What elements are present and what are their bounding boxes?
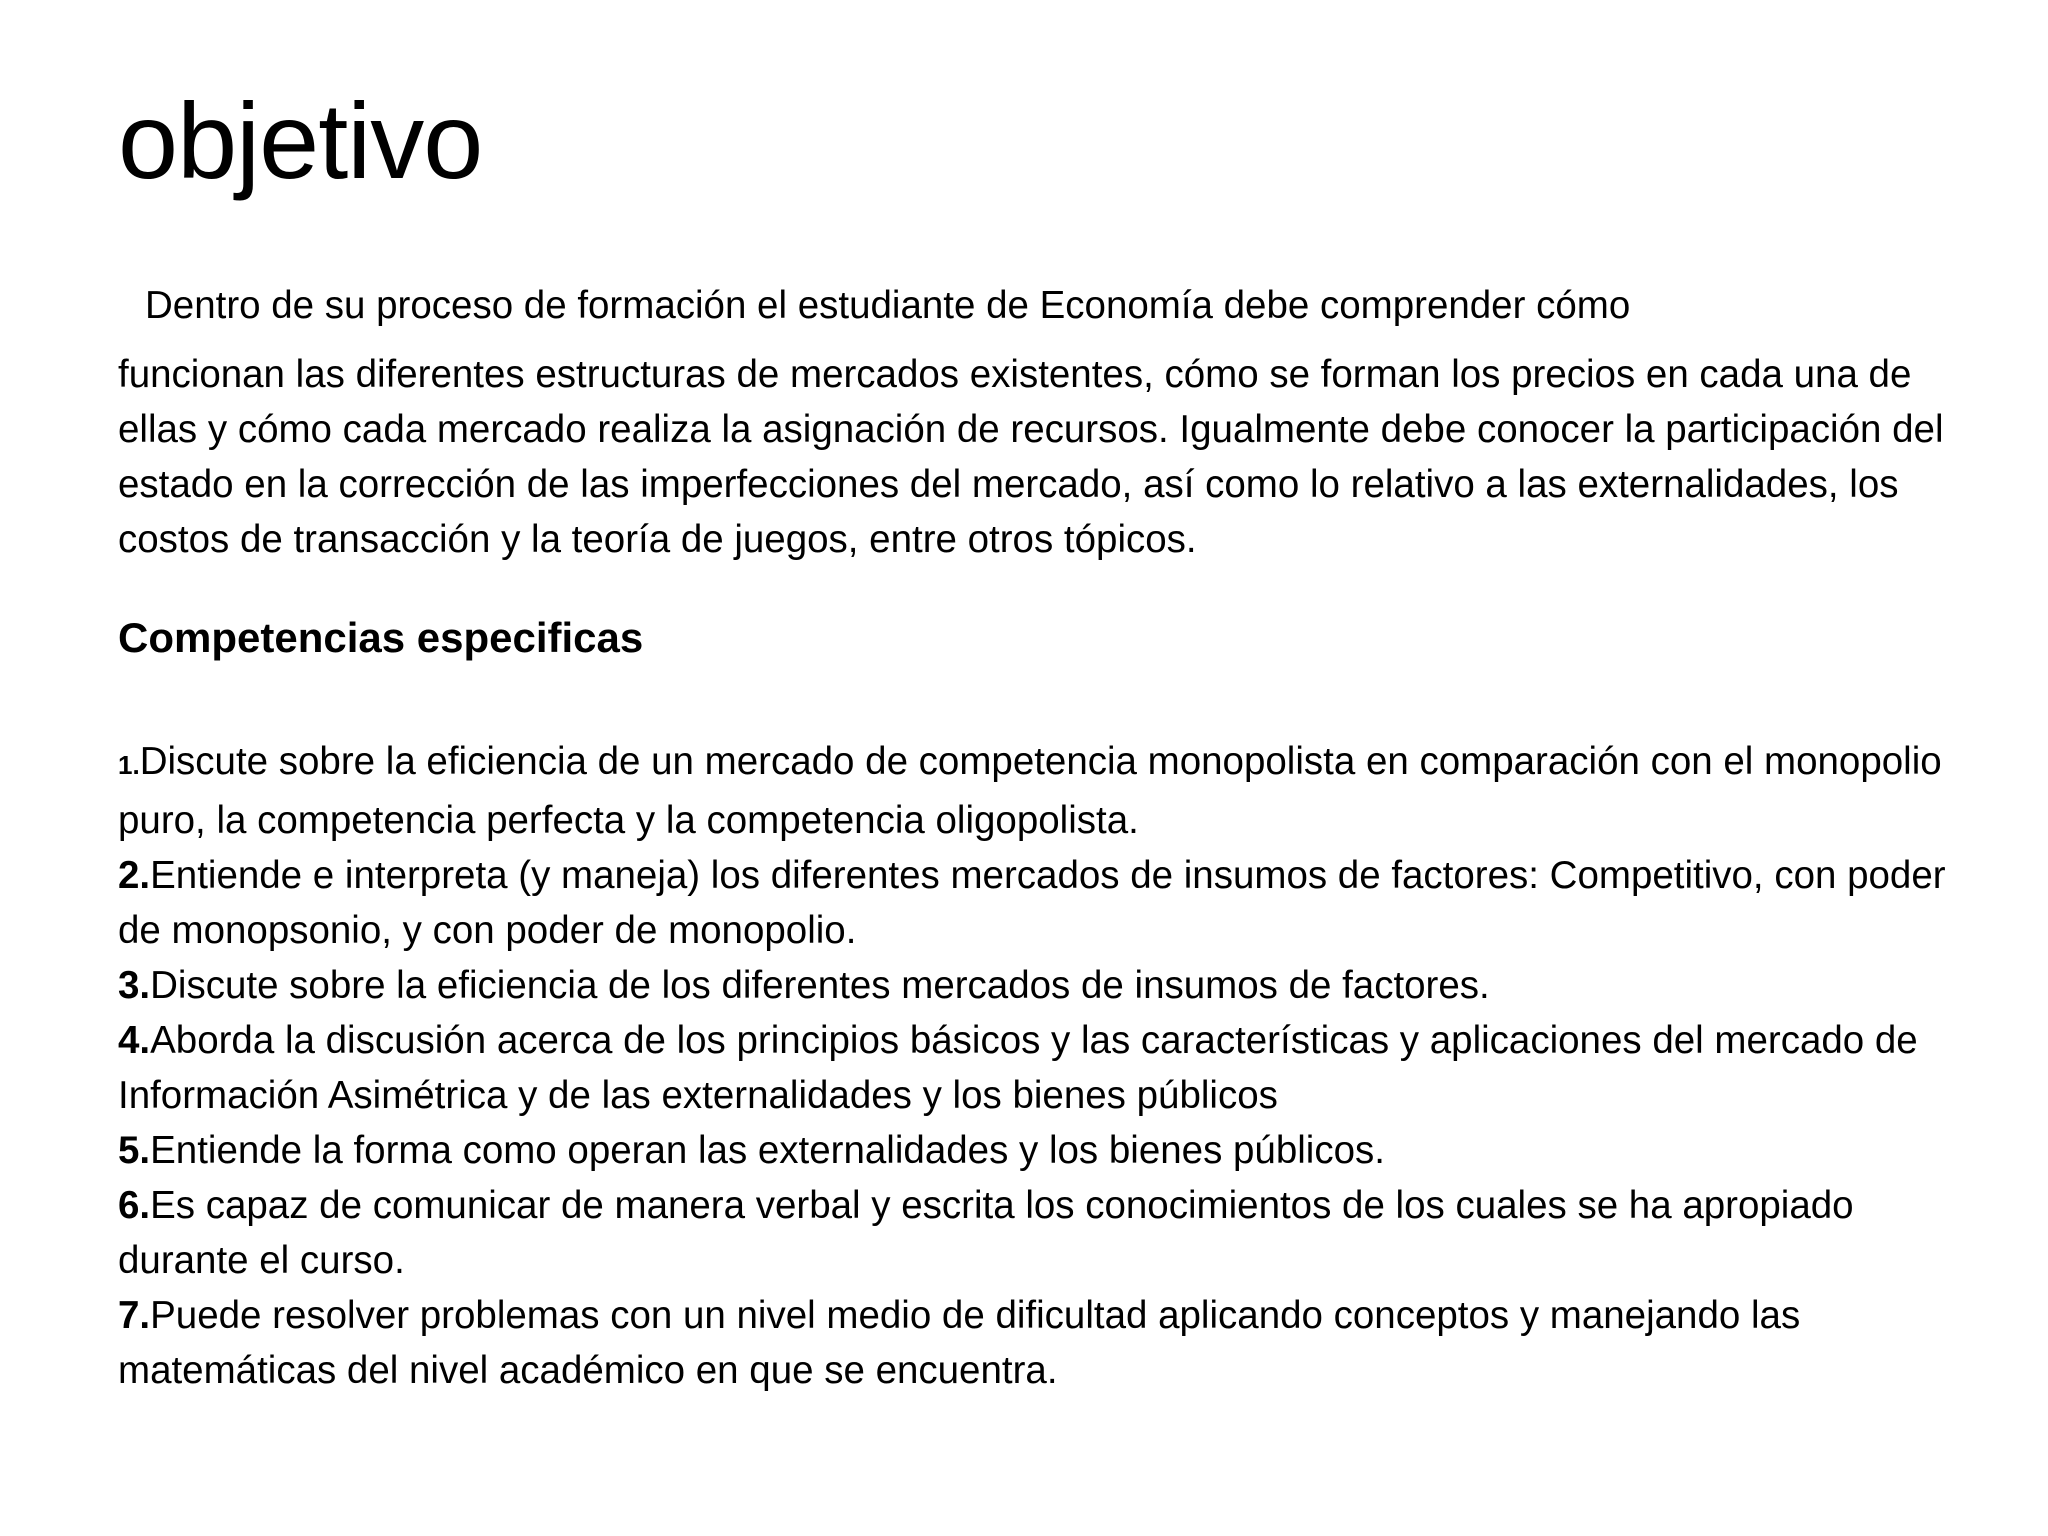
competency-number: 2. [118, 854, 151, 897]
competency-text: Puede resolver problemas con un nivel medio de dificultad aplicando conceptos y manejando las matemáticas del nivel académico en que se encuentra. [118, 1294, 1801, 1392]
intro-paragraph [118, 278, 1958, 567]
competency-number: 4. [118, 1019, 151, 1062]
competency-number: 3. [118, 964, 151, 1007]
competency-text: Entiende e interpreta (y maneja) los diferentes mercados de insumos de factores: Competitivo, con poder de monopsonio, y con poder de monopolio. [118, 854, 1946, 952]
competency-item [118, 1288, 1968, 1398]
competency-text: Es capaz de comunicar de manera verbal y escrita los conocimientos de los cuales se ha apropiado durante el curso. [118, 1184, 1854, 1282]
competency-text: Aborda la discusión acerca de los principios básicos y las características y aplicaciones del mercado de Información Asimétrica y de las externalidades y los bienes públicos [118, 1019, 1918, 1117]
competency-number: 6. [118, 1184, 151, 1227]
competency-item [118, 1178, 1968, 1288]
competency-item [118, 734, 1968, 848]
competency-item [118, 1013, 1968, 1123]
competencies-heading: Competencias especificas [118, 614, 644, 661]
competency-number: 1. [118, 750, 140, 780]
competency-item [118, 1123, 1968, 1178]
competency-number: 5. [118, 1129, 151, 1172]
competency-item [118, 958, 1968, 1013]
competency-text: Discute sobre la eficiencia de un mercado de competencia monopolista en comparación con el monopolio puro, la competencia perfecta y la competencia oligopolista. [118, 740, 1942, 842]
intro-first-line: Dentro de su proceso de formación el estudiante de Economía debe comprender cómo [145, 284, 1631, 327]
competency-number: 7. [118, 1294, 151, 1337]
competencies-list [118, 734, 1968, 1398]
competency-text: Entiende la forma como operan las externalidades y los bienes públicos. [150, 1129, 1385, 1172]
slide-title: objetivo [118, 80, 483, 201]
competency-item [118, 848, 1968, 958]
intro-rest: funcionan las diferentes estructuras de mercados existentes, cómo se forman los precios en cada una de ellas y cómo cada mercado realiza la asignación de recursos. Igualmente debe conocer la participación del estado en la corrección de las imperfecciones del mercado, así como lo relativo a las externalidades, los costos de transacción y la teoría de juegos, entre otros tópicos. [118, 353, 1944, 561]
competency-text: Discute sobre la eficiencia de los diferentes mercados de insumos de factores. [150, 964, 1490, 1007]
